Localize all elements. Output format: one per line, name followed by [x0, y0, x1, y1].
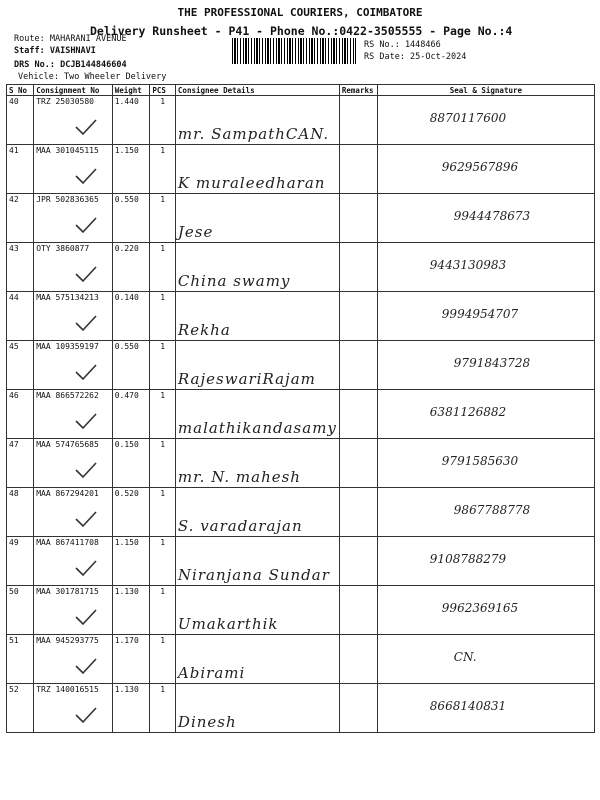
- serial-number: 44: [7, 292, 34, 341]
- pieces: 1: [150, 537, 176, 586]
- route-value: MAHARANI AVENUE: [49, 34, 127, 44]
- consignment-cell: [34, 292, 113, 341]
- remarks: [339, 243, 377, 292]
- rs-date: RS Date: 25-Oct-2024: [364, 52, 467, 62]
- serial-number: 49: [7, 537, 34, 586]
- runsheet-title: Delivery Runsheet - P41 - Phone No.:0422-3505555 - Page No.:4: [90, 24, 513, 38]
- consignee-handwriting: mr. SampathCAN.: [177, 125, 330, 143]
- col-header: Consignee Details: [175, 85, 339, 96]
- consignment-cell: [34, 96, 113, 145]
- remarks: [339, 586, 377, 635]
- table-row: [7, 635, 595, 684]
- consignment-cell: [34, 145, 113, 194]
- weight: 0.220: [112, 243, 150, 292]
- pieces: 1: [150, 390, 176, 439]
- weight: 1.130: [112, 684, 150, 733]
- signature-handwriting: 9994954707: [441, 307, 519, 321]
- consignment-cell: [34, 194, 113, 243]
- check-mark-icon: [74, 167, 98, 185]
- serial-number: 48: [7, 488, 34, 537]
- pieces: 1: [150, 635, 176, 684]
- pieces: 1: [150, 439, 176, 488]
- signature-cell: [377, 537, 594, 586]
- weight: 0.520: [112, 488, 150, 537]
- signature-cell: [377, 635, 594, 684]
- signature-cell: [377, 341, 594, 390]
- weight: 1.150: [112, 145, 150, 194]
- remarks: [339, 488, 377, 537]
- consignment-number: MAA 301045115: [36, 146, 99, 155]
- consignee-cell: [175, 96, 339, 145]
- consignment-cell: [34, 243, 113, 292]
- rs-number: RS No.: 1448466: [364, 40, 441, 50]
- serial-number: 51: [7, 635, 34, 684]
- table-row: [7, 292, 595, 341]
- table-row: [7, 96, 595, 145]
- staff-line: [14, 46, 96, 56]
- consignment-number: MAA 867294201: [36, 489, 99, 498]
- check-mark-icon: [74, 412, 98, 430]
- route-line: [14, 34, 127, 44]
- remarks: [339, 537, 377, 586]
- consignee-handwriting: Niranjana Sundar: [177, 566, 330, 584]
- signature-handwriting: 9629567896: [441, 160, 519, 174]
- table-row: [7, 390, 595, 439]
- col-header: S No: [7, 85, 34, 96]
- consignment-cell: [34, 488, 113, 537]
- staff-label: Staff:: [14, 46, 45, 56]
- table-row: [7, 439, 595, 488]
- check-mark-icon: [74, 461, 98, 479]
- serial-number: 43: [7, 243, 34, 292]
- consignee-cell: [175, 488, 339, 537]
- pieces: 1: [150, 96, 176, 145]
- check-mark-icon: [74, 118, 98, 136]
- pieces: 1: [150, 194, 176, 243]
- company-title: THE PROFESSIONAL COURIERS, COIMBATORE: [177, 6, 423, 19]
- consignment-number: MAA 866572262: [36, 391, 99, 400]
- signature-handwriting: 9962369165: [441, 601, 519, 615]
- check-mark-icon: [74, 559, 98, 577]
- drs-line: [14, 60, 127, 70]
- signature-handwriting: 9443130983: [429, 258, 507, 272]
- check-mark-icon: [74, 608, 98, 626]
- signature-cell: [377, 684, 594, 733]
- consignment-cell: [34, 390, 113, 439]
- weight: 1.130: [112, 586, 150, 635]
- consignment-number: MAA 867411708: [36, 538, 99, 547]
- consignment-number: JPR 502836365: [36, 195, 99, 204]
- consignee-cell: [175, 586, 339, 635]
- consignment-cell: [34, 586, 113, 635]
- signature-handwriting: 6381126882: [429, 405, 507, 419]
- consignment-number: MAA 945293775: [36, 636, 99, 645]
- consignment-cell: [34, 341, 113, 390]
- vehicle-line: Vehicle: Two Wheeler Delivery: [18, 72, 167, 82]
- consignee-handwriting: malathikandasamy: [177, 419, 337, 437]
- col-header: Weight: [112, 85, 150, 96]
- pieces: 1: [150, 684, 176, 733]
- remarks: [339, 684, 377, 733]
- signature-handwriting: 9108788279: [429, 552, 507, 566]
- consignment-number: MAA 109359197: [36, 342, 99, 351]
- consignment-cell: [34, 684, 113, 733]
- consignee-cell: [175, 145, 339, 194]
- weight: 0.550: [112, 194, 150, 243]
- serial-number: 52: [7, 684, 34, 733]
- pieces: 1: [150, 341, 176, 390]
- signature-cell: [377, 243, 594, 292]
- weight: 0.550: [112, 341, 150, 390]
- col-header: Seal & Signature: [377, 85, 594, 96]
- pieces: 1: [150, 488, 176, 537]
- consignment-number: TRZ 25030580: [36, 97, 94, 106]
- consignee-cell: [175, 390, 339, 439]
- table-row: [7, 194, 595, 243]
- col-header: PCS: [150, 85, 176, 96]
- consignee-cell: [175, 243, 339, 292]
- remarks: [339, 292, 377, 341]
- signature-handwriting: 9791585630: [441, 454, 519, 468]
- consignment-number: OTY 3860877: [36, 244, 90, 253]
- check-mark-icon: [74, 216, 98, 234]
- check-mark-icon: [74, 363, 98, 381]
- weight: 1.440: [112, 96, 150, 145]
- weight: 0.470: [112, 390, 150, 439]
- signature-handwriting: 8668140831: [429, 699, 507, 713]
- drs-value: DCJB144846604: [60, 60, 127, 70]
- consignee-cell: [175, 341, 339, 390]
- weight: 0.150: [112, 439, 150, 488]
- serial-number: 40: [7, 96, 34, 145]
- check-mark-icon: [74, 265, 98, 283]
- remarks: [339, 96, 377, 145]
- signature-cell: [377, 292, 594, 341]
- remarks: [339, 439, 377, 488]
- consignee-cell: [175, 292, 339, 341]
- serial-number: 41: [7, 145, 34, 194]
- pieces: 1: [150, 586, 176, 635]
- consignment-cell: [34, 439, 113, 488]
- signature-cell: [377, 390, 594, 439]
- signature-handwriting: 9944478673: [453, 209, 531, 223]
- consignment-cell: [34, 635, 113, 684]
- signature-handwriting: 8870117600: [429, 111, 507, 125]
- consignee-handwriting: mr. N. mahesh: [177, 468, 301, 486]
- signature-cell: [377, 488, 594, 537]
- signature-cell: [377, 96, 594, 145]
- consignee-handwriting: China swamy: [177, 272, 291, 290]
- check-mark-icon: [74, 510, 98, 528]
- consignee-cell: [175, 194, 339, 243]
- weight: 1.150: [112, 537, 150, 586]
- remarks: [339, 341, 377, 390]
- table-row: [7, 341, 595, 390]
- consignee-handwriting: Jese: [177, 223, 214, 241]
- col-header: Remarks: [339, 85, 377, 96]
- signature-cell: [377, 439, 594, 488]
- consignee-handwriting: Dinesh: [177, 713, 237, 731]
- col-header: Consignment No: [34, 85, 113, 96]
- check-mark-icon: [74, 657, 98, 675]
- table-row: [7, 684, 595, 733]
- consignee-cell: [175, 684, 339, 733]
- check-mark-icon: [74, 706, 98, 724]
- consignee-handwriting: RajeswariRajam: [177, 370, 316, 388]
- consignment-number: MAA 301781715: [36, 587, 99, 596]
- serial-number: 46: [7, 390, 34, 439]
- consignee-handwriting: Abirami: [177, 664, 246, 682]
- consignee-cell: [175, 635, 339, 684]
- consignee-handwriting: Rekha: [177, 321, 231, 339]
- table-header-row: [7, 85, 595, 96]
- staff-value: VAISHNAVI: [49, 46, 96, 56]
- consignment-cell: [34, 537, 113, 586]
- signature-handwriting: CN.: [453, 650, 477, 664]
- barcode: [232, 38, 356, 64]
- serial-number: 50: [7, 586, 34, 635]
- consignment-number: MAA 574765685: [36, 440, 99, 449]
- weight: 1.170: [112, 635, 150, 684]
- remarks: [339, 194, 377, 243]
- remarks: [339, 635, 377, 684]
- weight: 0.140: [112, 292, 150, 341]
- signature-handwriting: 9867788778: [453, 503, 531, 517]
- signature-cell: [377, 194, 594, 243]
- signature-cell: [377, 145, 594, 194]
- signature-cell: [377, 586, 594, 635]
- table-row: [7, 586, 595, 635]
- check-mark-icon: [74, 314, 98, 332]
- pieces: 1: [150, 145, 176, 194]
- serial-number: 45: [7, 341, 34, 390]
- pieces: 1: [150, 292, 176, 341]
- pieces: 1: [150, 243, 176, 292]
- consignee-cell: [175, 439, 339, 488]
- table-row: [7, 488, 595, 537]
- consignee-handwriting: Umakarthik: [177, 615, 279, 633]
- table-row: [7, 243, 595, 292]
- consignment-number: TRZ 140016515: [36, 685, 99, 694]
- serial-number: 42: [7, 194, 34, 243]
- runsheet-table: [6, 84, 595, 733]
- drs-label: DRS No.:: [14, 60, 55, 70]
- table-row: [7, 145, 595, 194]
- consignee-handwriting: K muraleedharan: [177, 174, 326, 192]
- remarks: [339, 145, 377, 194]
- table-row: [7, 537, 595, 586]
- serial-number: 47: [7, 439, 34, 488]
- consignee-cell: [175, 537, 339, 586]
- remarks: [339, 390, 377, 439]
- signature-handwriting: 9791843728: [453, 356, 531, 370]
- route-label: Route:: [14, 34, 45, 44]
- consignment-number: MAA 575134213: [36, 293, 99, 302]
- consignee-handwriting: S. varadarajan: [177, 517, 303, 535]
